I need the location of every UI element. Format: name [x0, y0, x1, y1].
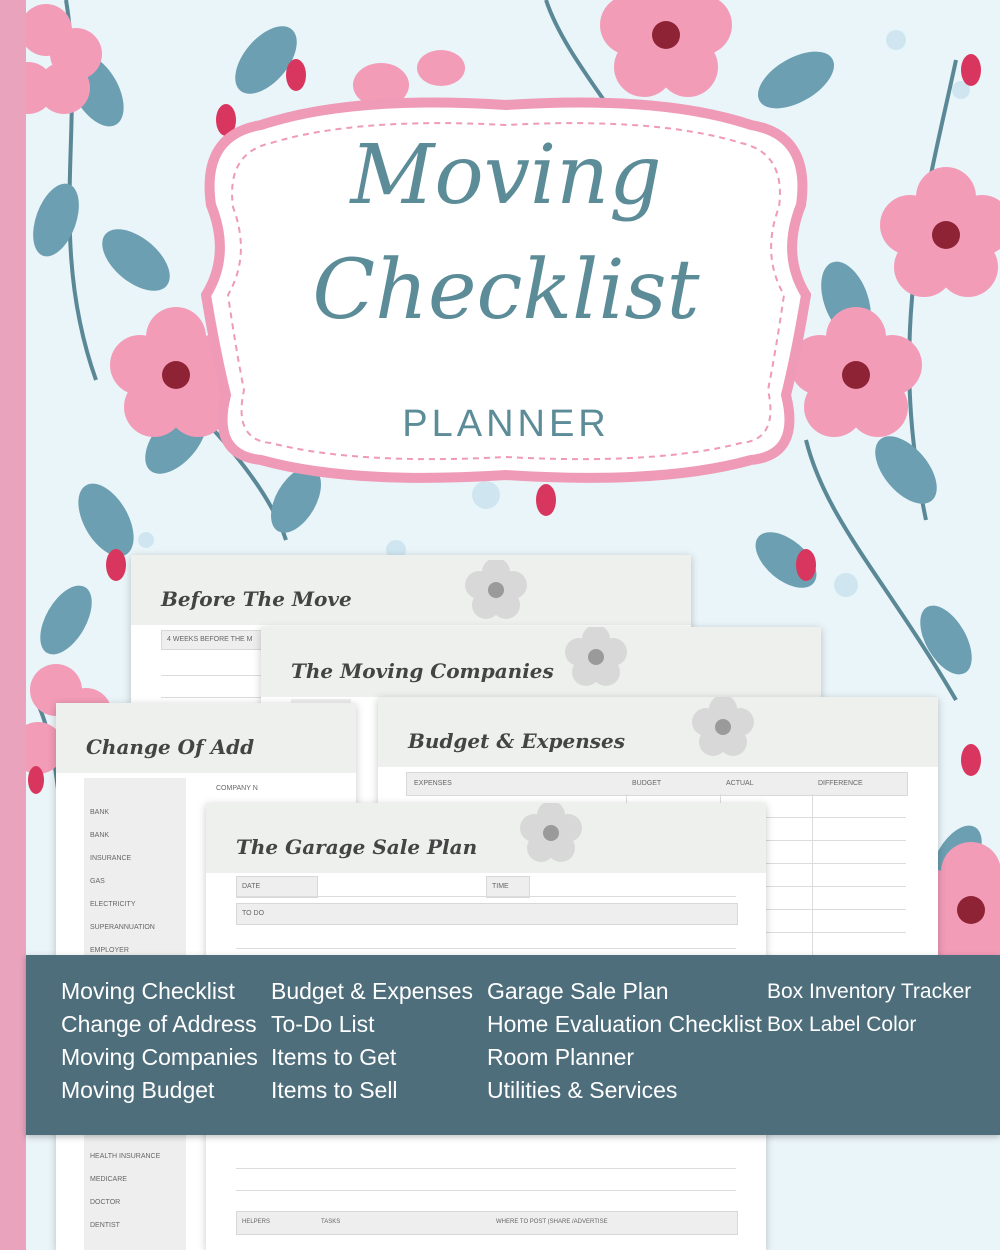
column-header: EXPENSES — [414, 780, 452, 787]
column-header: BUDGET — [632, 780, 662, 787]
contents-item: Change of Address — [61, 1011, 257, 1037]
contents-banner — [26, 955, 1000, 1135]
row-label: HEALTH INSURANCE — [90, 1153, 161, 1160]
decorative-flower-icon — [506, 803, 596, 863]
contents-item: To-Do List — [271, 1011, 375, 1037]
decorative-flower-icon — [678, 697, 768, 757]
cover-subtitle: PLANNER — [402, 403, 610, 445]
contents-item: Room Planner — [487, 1044, 635, 1070]
row-divider — [236, 1190, 736, 1191]
row-label: SUPERANNUATION — [90, 924, 155, 931]
row-label: BANK — [90, 832, 110, 839]
row-label: DENTIST — [90, 1222, 120, 1229]
row-label: DOCTOR — [90, 1199, 121, 1206]
decorative-flower-icon — [551, 627, 641, 687]
time-label: TIME — [492, 883, 509, 890]
title-frame — [201, 95, 811, 485]
sheet-title: Budget & Expenses — [408, 729, 626, 753]
row-label: BANK — [90, 809, 110, 816]
row-divider — [236, 896, 736, 897]
sheet-title: The Moving Companies — [291, 659, 554, 683]
contents-item: Box Label Color — [767, 1013, 917, 1036]
row-label: ELECTRICITY — [90, 901, 136, 908]
bottom-table-header — [236, 1211, 738, 1235]
contents-item: Moving Companies — [61, 1044, 258, 1070]
todo-label: TO DO — [242, 910, 265, 917]
contents-item: Items to Sell — [271, 1077, 398, 1103]
contents-item: Items to Get — [271, 1044, 397, 1070]
contents-item: Box Inventory Tracker — [767, 980, 972, 1003]
column-header: COMPANY N — [216, 785, 258, 792]
column-header: WHERE TO POST (SHARE /ADVERTISE — [496, 1219, 608, 1225]
row-divider — [236, 948, 736, 949]
sheet-title: The Garage Sale Plan — [236, 835, 478, 859]
contents-column-1 — [61, 975, 258, 1107]
row-label: EMPLOYER — [90, 947, 129, 954]
contents-item: Budget & Expenses — [271, 978, 474, 1004]
contents-item: Moving Budget — [61, 1077, 215, 1103]
sheet-title: Change Of Add — [86, 735, 255, 759]
row-divider — [236, 1168, 736, 1169]
column-header: ACTUAL — [726, 780, 754, 787]
contents-column-2 — [271, 975, 473, 1107]
column-header: TASKS — [321, 1219, 341, 1225]
contents-column-4 — [767, 975, 971, 1041]
sheet-title: Before The Move — [161, 587, 352, 611]
todo-cell — [236, 903, 738, 925]
column-header: DIFFERENCE — [818, 780, 863, 787]
book-spine — [0, 0, 26, 1250]
decorative-flower-icon — [451, 560, 541, 620]
cover-title-line1: Moving — [350, 128, 662, 223]
contents-item: Moving Checklist — [61, 978, 235, 1004]
row-label: GAS — [90, 878, 105, 885]
contents-item: Home Evaluation Checklist — [487, 1011, 762, 1037]
sheet-header-label: 4 WEEKS BEFORE THE M — [167, 636, 253, 643]
column-header: HELPERS — [242, 1219, 271, 1225]
row-label: INSURANCE — [90, 855, 132, 862]
row-label: MEDICARE — [90, 1176, 127, 1183]
contents-column-3 — [487, 975, 762, 1107]
contents-item: Garage Sale Plan — [487, 978, 669, 1004]
contents-item: Utilities & Services — [487, 1077, 678, 1103]
cover-title-line2: Checklist — [312, 243, 700, 338]
date-label: DATE — [242, 883, 261, 890]
